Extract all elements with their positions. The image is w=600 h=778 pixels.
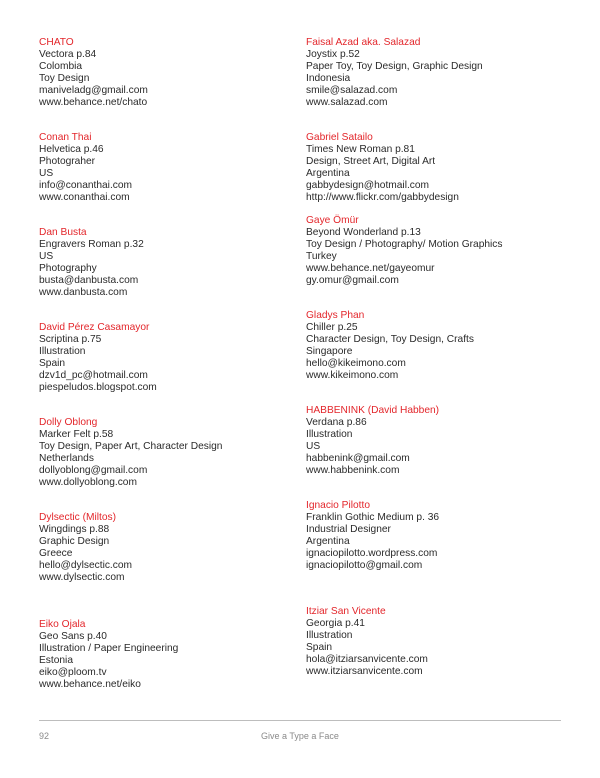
contact-country: US <box>39 167 54 179</box>
contact-country: Spain <box>39 357 66 369</box>
contact-country: Netherlands <box>39 452 94 464</box>
contact-email: dollyoblong@gmail.com <box>39 464 148 476</box>
contact-specialty: Illustration <box>306 428 353 440</box>
font-reference: Geo Sans p.40 <box>39 630 107 642</box>
contact-email: busta@danbusta.com <box>39 274 139 286</box>
contact-website: www.behance.net/eiko <box>39 678 141 690</box>
contact-email: dzv1d_pc@hotmail.com <box>39 369 148 381</box>
contact-name: Gaye Ömür <box>306 215 359 226</box>
font-reference: Vectora p.84 <box>39 48 97 60</box>
contact-country: Indonesia <box>306 72 351 84</box>
contact-email: smile@salazad.com <box>306 84 398 96</box>
contact-name: HABBENINK (David Habben) <box>306 405 440 416</box>
contact-entry <box>306 310 556 381</box>
footer-divider <box>39 720 561 721</box>
contact-specialty: Industrial Designer <box>306 523 391 535</box>
contact-entry <box>306 132 556 203</box>
font-reference: Marker Felt p.58 <box>39 428 114 440</box>
contact-website: http://www.flickr.com/gabbydesign <box>306 191 459 203</box>
contact-country: US <box>39 250 54 262</box>
contact-name: Dolly Oblong <box>39 417 98 428</box>
contact-entry <box>39 132 289 203</box>
contact-name: CHATO <box>39 37 74 48</box>
contact-entry <box>39 512 289 583</box>
contact-website: www.conanthai.com <box>39 191 130 203</box>
contact-website: www.kikeimono.com <box>306 369 399 381</box>
contact-country: Greece <box>39 547 73 559</box>
font-reference: Helvetica p.46 <box>39 143 104 155</box>
contact-name: Eiko Ojala <box>39 619 86 630</box>
contact-specialty: Illustration <box>39 345 86 357</box>
contact-specialty: Toy Design, Paper Art, Character Design <box>39 440 223 452</box>
contact-country: Argentina <box>306 535 350 547</box>
contact-name: Faisal Azad aka. Salazad <box>306 37 421 48</box>
contact-name: Conan Thai <box>39 132 92 143</box>
contact-entry <box>306 37 556 108</box>
contact-specialty: Illustration / Paper Engineering <box>39 642 179 654</box>
font-reference: Engravers Roman p.32 <box>39 238 144 250</box>
contact-name: Gladys Phan <box>306 310 365 321</box>
contact-email: gy.omur@gmail.com <box>306 274 399 286</box>
contact-email: hola@itziarsanvicente.com <box>306 653 428 665</box>
contact-country: Singapore <box>306 345 353 357</box>
contact-name: David Pérez Casamayor <box>39 322 150 333</box>
contact-entry <box>39 322 289 393</box>
font-reference: Scriptina p.75 <box>39 333 102 345</box>
font-reference: Verdana p.86 <box>306 416 367 428</box>
font-reference: Georgia p.41 <box>306 617 365 629</box>
contact-email: hello@dylsectic.com <box>39 559 133 571</box>
contact-name: Dan Busta <box>39 227 87 238</box>
contact-country: Colombia <box>39 60 83 72</box>
contact-email: maniveladg@gmail.com <box>39 84 148 96</box>
contact-email: habbenink@gmail.com <box>306 452 410 464</box>
contact-name: Gabriel Satailo <box>306 132 373 143</box>
contact-name: Itziar San Vicente <box>306 606 386 617</box>
font-reference: Times New Roman p.81 <box>306 143 415 155</box>
contact-country: US <box>306 440 321 452</box>
contact-specialty: Design, Street Art, Digital Art <box>306 155 436 167</box>
contact-entry <box>39 619 289 690</box>
contact-name: Dylsectic (Miltos) <box>39 512 116 523</box>
contact-entry <box>306 606 556 677</box>
contact-website: www.dollyoblong.com <box>39 476 137 488</box>
page-number: 92 <box>39 731 50 741</box>
contact-specialty: Illustration <box>306 629 353 641</box>
contact-specialty: Toy Design <box>39 72 90 84</box>
font-reference: Beyond Wonderland p.13 <box>306 226 421 238</box>
contact-website: www.habbenink.com <box>306 464 400 476</box>
contact-entry <box>39 227 289 298</box>
contact-country: Spain <box>306 641 333 653</box>
contact-website: www.dylsectic.com <box>39 571 125 583</box>
contact-email: gabbydesign@hotmail.com <box>306 179 430 191</box>
contact-country: Turkey <box>306 250 337 262</box>
contact-specialty: Graphic Design <box>39 535 110 547</box>
font-reference: Joystix p.52 <box>306 48 360 60</box>
contact-website: www.salazad.com <box>306 96 388 108</box>
contact-website: www.danbusta.com <box>39 286 128 298</box>
contact-entry <box>306 500 556 571</box>
font-reference: Franklin Gothic Medium p. 36 <box>306 511 440 523</box>
contact-specialty: Photograher <box>39 155 96 167</box>
font-reference: Chiller p.25 <box>306 321 358 333</box>
contact-country: Estonia <box>39 654 73 666</box>
contact-specialty: Toy Design / Photography/ Motion Graphics <box>306 238 503 250</box>
contact-email: info@conanthai.com <box>39 179 133 191</box>
contact-website: www.behance.net/gayeomur <box>306 262 435 274</box>
font-reference: Wingdings p.88 <box>39 523 110 535</box>
contact-website: piespeludos.blogspot.com <box>39 381 157 393</box>
contact-specialty: Paper Toy, Toy Design, Graphic Design <box>306 60 483 72</box>
contact-entry <box>306 405 556 476</box>
contact-specialty: Photography <box>39 262 97 274</box>
contact-entry <box>39 417 289 488</box>
contact-entry <box>39 37 289 108</box>
contact-website: www.itziarsanvicente.com <box>306 665 423 677</box>
contact-email: hello@kikeimono.com <box>306 357 406 369</box>
footer-title: Give a Type a Face <box>261 731 339 741</box>
contact-website: www.behance.net/chato <box>39 96 148 108</box>
contact-entry <box>306 215 556 286</box>
contact-country: Argentina <box>306 167 350 179</box>
contact-website: ignaciopilotto.wordpress.com <box>306 547 438 559</box>
contact-email: ignaciopilotto@gmail.com <box>306 559 423 571</box>
contact-email: eiko@ploom.tv <box>39 666 107 678</box>
contact-name: Ignacio Pilotto <box>306 500 370 511</box>
contact-specialty: Character Design, Toy Design, Crafts <box>306 333 474 345</box>
